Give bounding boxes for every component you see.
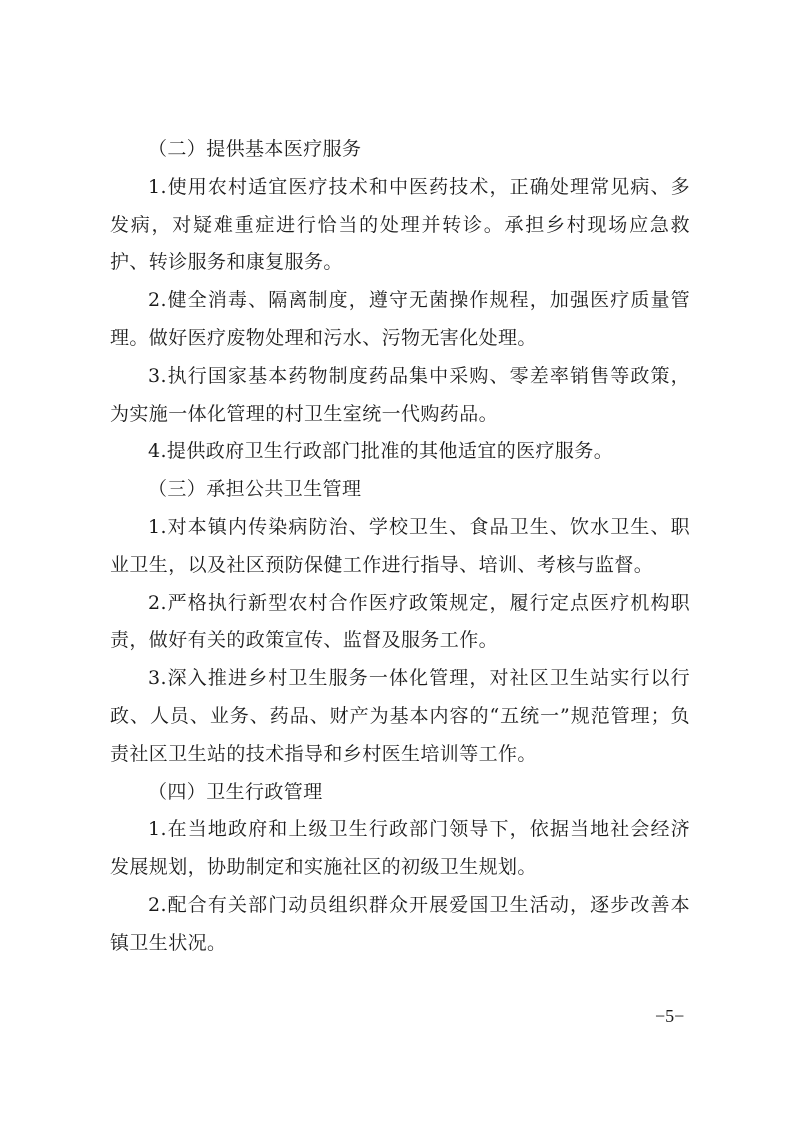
page-number: −5− bbox=[655, 1006, 685, 1026]
paragraph: 2.配合有关部门动员组织群众开展爱国卫生活动，逐步改善本镇卫生状况。 bbox=[110, 893, 690, 954]
section-heading-4: （四）卫生行政管理 bbox=[148, 780, 323, 803]
paragraph: 2.健全消毒、隔离制度，遵守无菌操作规程，加强医疗质量管理。做好医疗废物处理和污水、污物无害化处理。 bbox=[110, 289, 690, 349]
paragraph: 1.对本镇内传染病防治、学校卫生、食品卫生、饮水卫生、职业卫生，以及社区预防保健工作进行指导、培训、考核与监督。 bbox=[110, 515, 690, 576]
document-body bbox=[110, 131, 690, 963]
paragraph: 3.执行国家基本药物制度药品集中采购、零差率销售等政策，为实施一体化管理的村卫生室统一代购药品。 bbox=[110, 364, 690, 425]
paragraph: 3.深入推进乡村卫生服务一体化管理，对社区卫生站实行以行政、人员、业务、药品、财产为基本内容的“五统一”规范管理；负责社区卫生站的技术指导和乡村医生培训等工作。 bbox=[110, 667, 690, 765]
section-heading-2: （二）提供基本医疗服务 bbox=[148, 138, 362, 160]
section-heading-3: （三）承担公共卫生管理 bbox=[148, 478, 362, 501]
paragraph: 1.使用农村适宜医疗技术和中医药技术，正确处理常见病、多发病，对疑难重症进行恰当的处理并转诊。承担乡村现场应急救护、转诊服务和康复服务。 bbox=[110, 175, 690, 274]
paragraph: 4.提供政府卫生行政部门批准的其他适宜的医疗服务。 bbox=[148, 440, 614, 463]
paragraph: 1.在当地政府和上级卫生行政部门领导下，依据当地社会经济发展规划，协助制定和实施社区的初级卫生规划。 bbox=[110, 818, 690, 879]
paragraph: 2.严格执行新型农村合作医疗政策规定，履行定点医疗机构职责，做好有关的政策宣传、监督及服务工作。 bbox=[110, 591, 690, 652]
